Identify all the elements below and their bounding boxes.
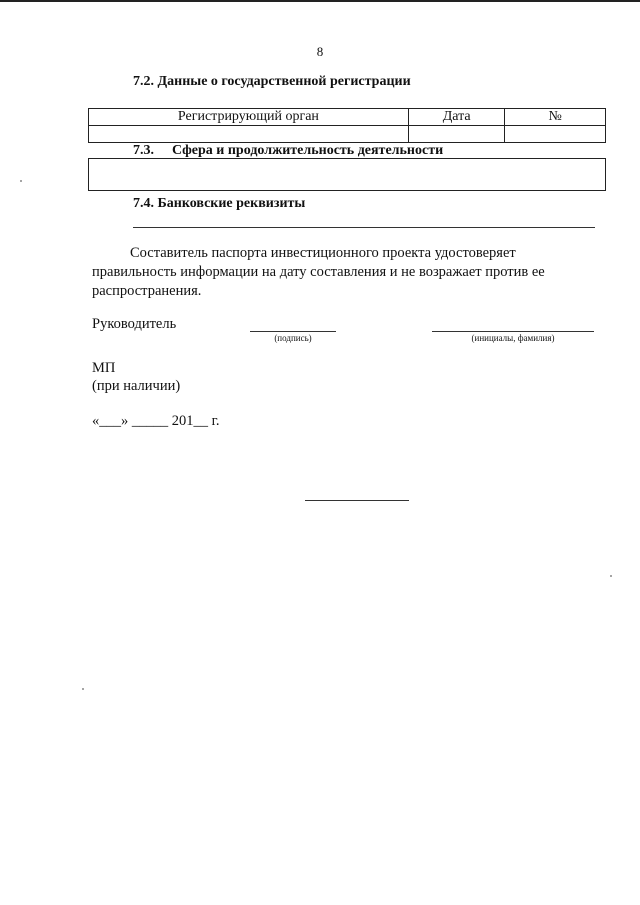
name-caption: (инициалы, фамилия) [471,333,555,343]
section-7-3-heading [133,143,443,159]
cell-number [505,126,606,143]
section-7-4-heading: 7.4. Банковские реквизиты [133,196,306,211]
cell-date [408,126,505,143]
bank-details-line [133,227,595,228]
signature-caption: (подпись) [274,333,312,343]
activity-sphere-field [88,158,606,191]
head-label: Руководитель [92,316,177,332]
date-line: «___» _____ 201__ г. [92,413,220,429]
scan-speck [82,688,84,690]
name-line [432,331,594,332]
seal-note: (при наличии) [92,378,181,394]
top-border-line [0,0,640,2]
cell-registering-authority [89,126,409,143]
header-number: № [505,109,606,126]
statement-paragraph [92,244,602,301]
signature-line [250,331,336,332]
seal-label: МП [92,360,116,376]
page-number: 8 [316,44,324,59]
scan-speck [20,180,22,182]
closing-rule [305,500,409,501]
section-7-3-number: 7.3. [133,143,154,158]
header-registering-authority: Регистрирующий орган [89,109,409,126]
scan-speck [610,575,612,577]
section-7-2-heading: 7.2. Данные о государственной регистрации [133,74,411,89]
table-row [89,126,606,143]
registration-table [88,108,606,143]
statement-text: Составитель паспорта инвестиционного проекта удостоверяет правильность информации на дату составления и не возражает против ее распространения. [92,245,545,299]
table-header-row [89,109,606,126]
section-7-3-title: Сфера и продолжительность деятельности [172,143,444,158]
header-date: Дата [408,109,505,126]
